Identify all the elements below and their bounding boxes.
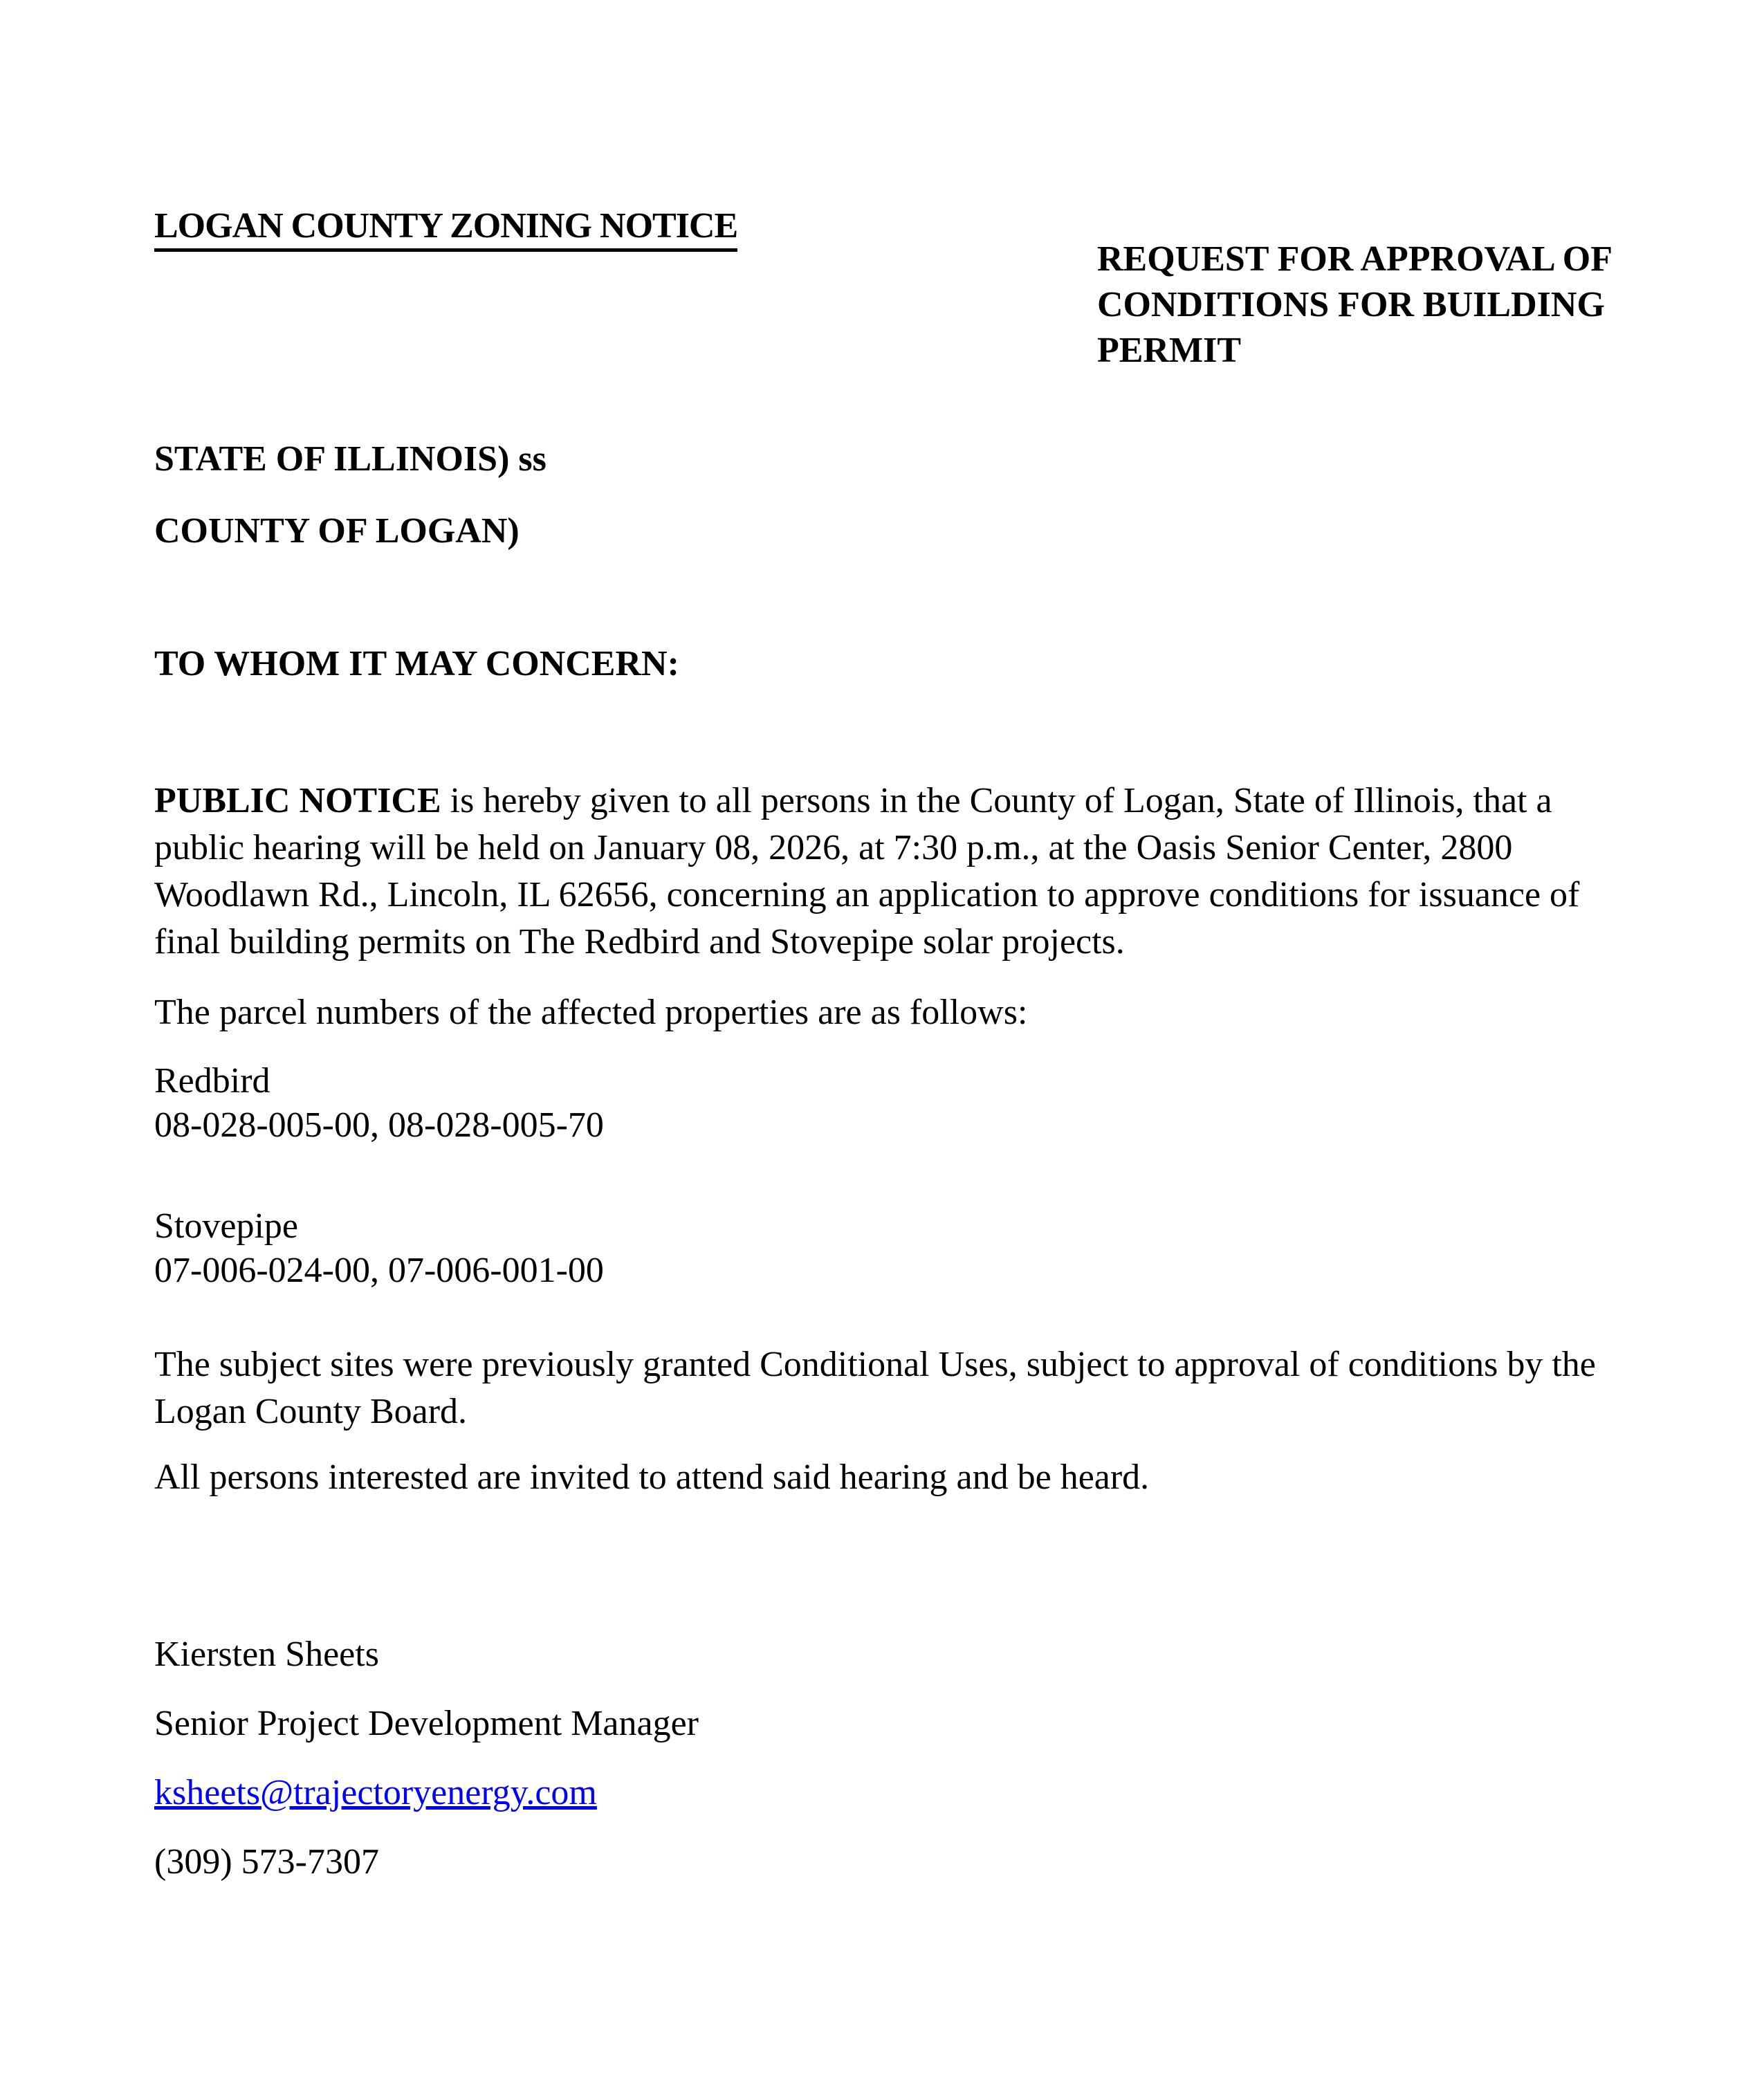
invitation-line: All persons interested are invited to attend said hearing and be heard. <box>154 1458 1150 1497</box>
signature-email-link[interactable]: ksheets@trajectoryenergy.com <box>154 1773 597 1812</box>
page-title: LOGAN COUNTY ZONING NOTICE <box>154 205 737 252</box>
public-notice-lead: PUBLIC NOTICE <box>154 781 441 820</box>
signature-name: Kiersten Sheets <box>154 1635 379 1674</box>
state-line: STATE OF ILLINOIS) ss <box>154 439 546 479</box>
parcel-block-redbird <box>154 1059 604 1148</box>
parcel-numbers: 07-006-024-00, 07-006-001-00 <box>154 1250 604 1290</box>
public-notice-body: is hereby given to all persons in the County of Logan, State of Illinois, that a public hearing will be held on January 08, 2026, at 7:30 p.m., at the Oasis Senior Center, 2800 Woodlawn Rd., Lincoln, IL 62656, concerning an application to approve conditions for issuance of final building permits on The Redbird and Stovepipe solar projects. <box>154 781 1580 962</box>
signature-phone: (309) 573-7307 <box>154 1842 379 1882</box>
county-line: COUNTY OF LOGAN) <box>154 511 520 551</box>
request-header-line-1: REQUEST FOR APPROVAL OF <box>1097 239 1613 279</box>
parcel-project-name: Redbird <box>154 1061 270 1101</box>
signature-title: Senior Project Development Manager <box>154 1704 699 1743</box>
salutation: TO WHOM IT MAY CONCERN: <box>154 644 679 683</box>
public-notice-paragraph <box>154 778 1624 966</box>
request-header-line-3: PERMIT <box>1097 331 1241 371</box>
request-header-line-2: CONDITIONS FOR BUILDING <box>1097 285 1605 325</box>
parcel-block-stovepipe <box>154 1204 604 1293</box>
request-header <box>1097 237 1623 374</box>
conditions-paragraph: The subject sites were previously granted Conditional Uses, subject to approval of conditions by the Logan County Board. <box>154 1345 1596 1432</box>
signature-email-row <box>154 1772 597 1814</box>
parcel-intro: The parcel numbers of the affected properties are as follows: <box>154 993 1028 1032</box>
parcel-project-name: Stovepipe <box>154 1206 298 1246</box>
parcel-numbers: 08-028-005-00, 08-028-005-70 <box>154 1105 604 1145</box>
